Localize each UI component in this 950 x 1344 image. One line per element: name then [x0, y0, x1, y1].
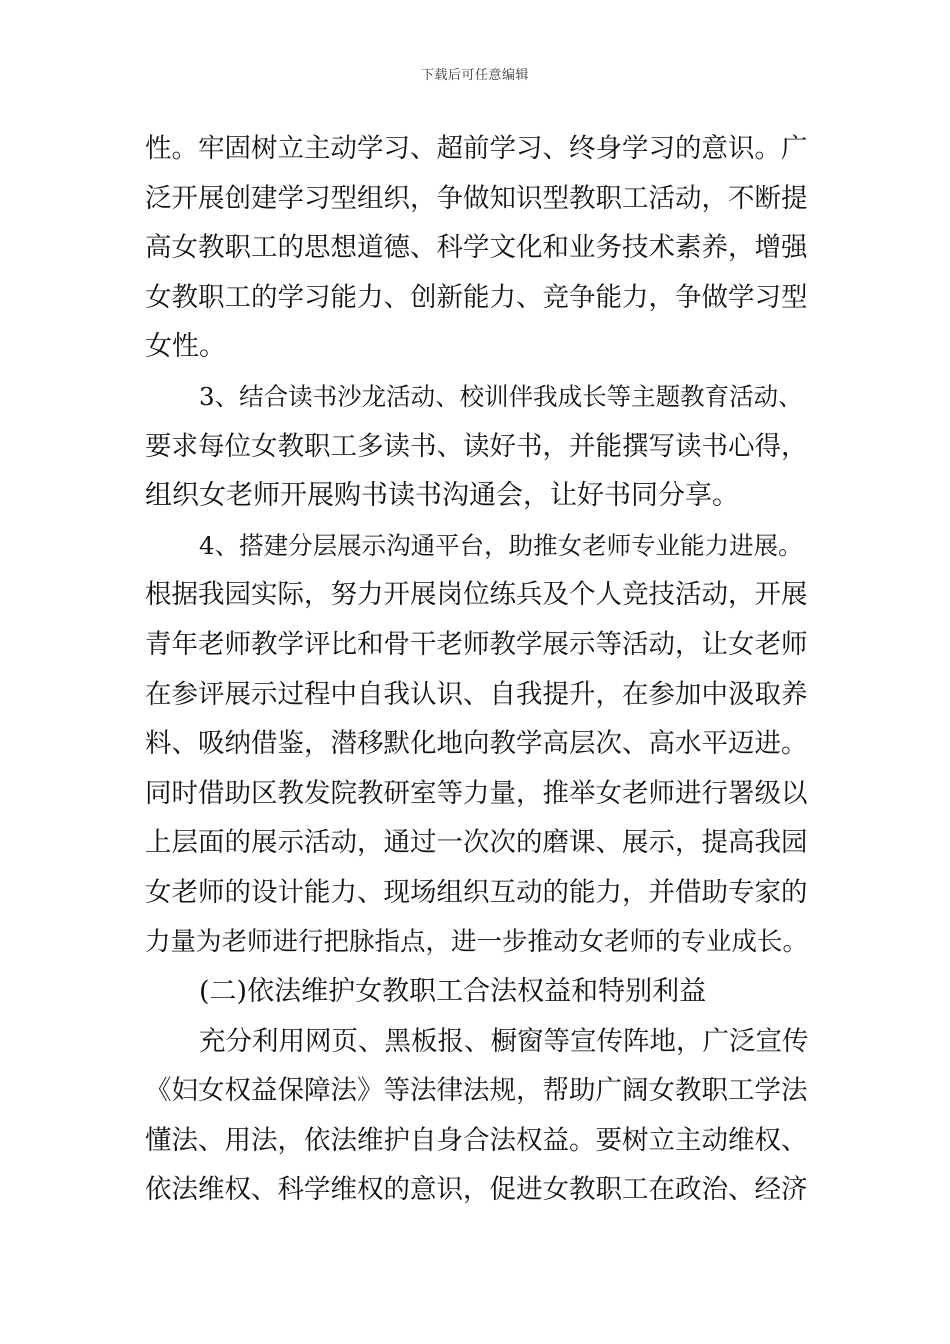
text-line: 依法维权、科学维权的意识，促进女教职工在政治、经济 [145, 1174, 808, 1206]
text-line: 青年老师教学评比和骨干老师教学展示等活动，让女老师 [145, 628, 808, 660]
text-line: 女性。 [145, 331, 226, 363]
text-line: 性。牢固树立主动学习、超前学习、终身学习的意识。广 [145, 133, 808, 164]
text-line: 料、吸纳借鉴，潜移默化地向教学高层次、高水平迈进。 [145, 728, 808, 760]
text-line: 组织女老师开展购书读书沟通会，让好书同分享。 [145, 480, 739, 512]
text-line: 3、结合读书沙龙活动、校训伴我成长等主题教育活动、 [199, 381, 803, 411]
text-line: 高女教职工的思想道德、科学文化和业务技术素养，增强 [145, 232, 808, 264]
page-header: 下载后可任意编辑 [420, 68, 529, 83]
text-line: (二)依法维护女教职工合法权益和特别利益 [199, 976, 707, 1008]
text-line: 要求每位女教职工多读书、读好书，并能撰写读书心得， [145, 430, 808, 462]
text-line: 4、搭建分层展示沟通平台，助推女老师专业能力进展。 [199, 530, 803, 560]
text-line: 懂法、用法，依法维护自身合法权益。要树立主动维权、 [145, 1124, 808, 1156]
body-text [145, 124, 813, 1215]
text-line: 女教职工的学习能力、创新能力、竞争能力，争做学习型 [145, 281, 808, 313]
text-line: 力量为老师进行把脉指点，进一步推动女老师的专业成长。 [145, 926, 809, 957]
text-line: 泛开展创建学习型组织，争做知识型教职工活动，不断提 [145, 182, 808, 214]
text-line: 《妇女权益保障法》等法律法规，帮助广阔女教职工学法 [145, 1075, 808, 1107]
text-line: 根据我园实际，努力开展岗位练兵及个人竞技活动，开展 [145, 579, 808, 611]
text-line: 女老师的设计能力、现场组织互动的能力，并借助专家的 [145, 876, 808, 908]
text-line: 充分利用网页、黑板报、橱窗等宣传阵地，广泛宣传 [199, 1025, 809, 1057]
text-line: 在参评展示过程中自我认识、自我提升，在参加中汲取养 [145, 678, 808, 710]
text-line: 上层面的展示活动，通过一次次的磨课、展示，提高我园 [145, 827, 808, 859]
text-line: 同时借助区教发院教研室等力量，推举女老师进行署级以 [145, 777, 808, 809]
